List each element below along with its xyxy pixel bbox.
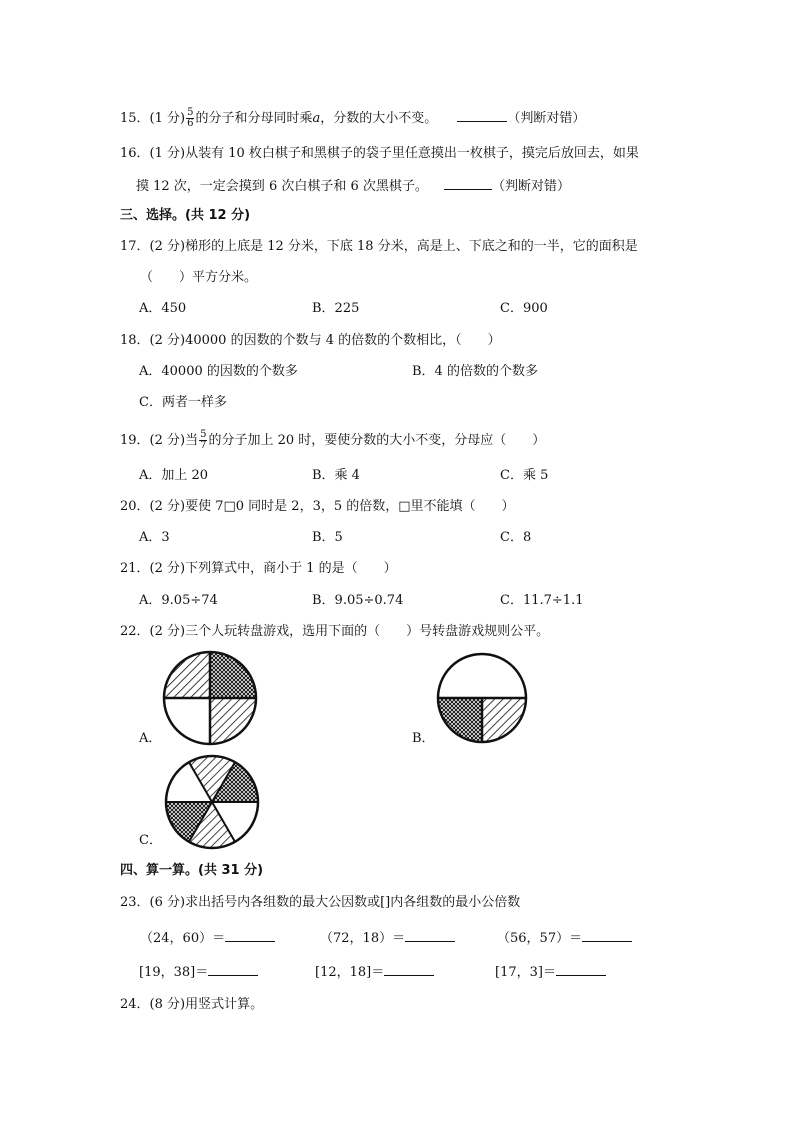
q18-line1: 18．(2 分)40000 的因数的个数与 4 的倍数的个数相比，（ ） [120, 333, 501, 348]
spinner-b-icon[interactable] [438, 654, 526, 742]
q17-option-b[interactable]: B．225 [312, 301, 360, 316]
q20-option-a[interactable]: A．3 [139, 530, 170, 545]
q20-option-b[interactable]: B．5 [312, 530, 343, 545]
q23-item-2: （72，18）＝ [320, 928, 455, 948]
q22-option-c[interactable]: C． [139, 833, 162, 848]
q21-option-c[interactable]: C．11.7÷1.1 [500, 593, 584, 608]
q17-line1: 17．(2 分)梯形的上底是 12 分米，下底 18 分米，高是上、下底之和的一半，它的面积是 [120, 239, 638, 254]
q23-blank-4[interactable] [208, 962, 258, 976]
q15-answer-blank[interactable] [457, 108, 507, 122]
q19-option-a[interactable]: A．加上 20 [139, 468, 209, 483]
q22-option-a[interactable]: A． [139, 731, 162, 746]
q17-option-a[interactable]: A．450 [139, 301, 187, 316]
q20-option-c[interactable]: C．8 [500, 530, 532, 545]
q22-line1: 22．(2 分)三个人玩转盘游戏，选用下面的（ ）号转盘游戏规则公平。 [120, 624, 550, 639]
q19-option-c[interactable]: C．乘 5 [500, 468, 549, 483]
q21-option-b[interactable]: B．9.05÷0.74 [312, 593, 404, 608]
q18-option-b[interactable]: B．4 的倍数的个数多 [412, 364, 538, 379]
q23-blank-5[interactable] [384, 962, 434, 976]
q15-prefix: 15．(1 分) [120, 111, 186, 126]
q18-option-c[interactable]: C．两者一样多 [139, 395, 227, 410]
q23-item-5: [12，18]＝ [315, 962, 434, 982]
section-4-heading: 四、算一算。(共 31 分) [120, 863, 264, 878]
q23-blank-2[interactable] [405, 928, 455, 942]
q23-item-3: （56，57）＝ [497, 928, 632, 948]
q23-blank-6[interactable] [556, 962, 606, 976]
q23-item-6: [17，3]＝ [495, 962, 606, 982]
section-3-heading: 三、选择。(共 12 分) [120, 208, 251, 223]
q15-fraction: $\frac{5}{6}$ [187, 107, 194, 129]
spinner-a-icon[interactable] [164, 652, 256, 744]
q15: 15．(1 分) $\frac{5}{6}$ 的分子和分母同时乘a，分数的大小不变。 （判断对错） [120, 107, 586, 129]
q18-option-a[interactable]: A．40000 的因数的个数多 [139, 364, 298, 379]
q17-option-c[interactable]: C．900 [500, 301, 548, 316]
q24-line1: 24．(8 分)用竖式计算。 [120, 997, 264, 1012]
q23-blank-1[interactable] [225, 928, 275, 942]
q16-line2: 摸 12 次，一定会摸到 6 次白棋子和 6 次黑棋子。 （判断对错） [136, 176, 570, 196]
q19-fraction: $\frac{5}{7}$ [200, 429, 207, 451]
q23-item-1: （24，60）＝ [140, 928, 275, 948]
q20-line1: 20．(2 分)要使 7□0 同时是 2，3，5 的倍数，□里不能填（ ） [120, 499, 515, 514]
q19-option-b[interactable]: B．乘 4 [312, 468, 360, 483]
q21-line1: 21．(2 分)下列算式中，商小于 1 的是（ ） [120, 561, 397, 576]
q17-line2: （ ）平方分米。 [140, 270, 258, 285]
spinner-c-icon[interactable] [166, 756, 258, 848]
q19: 19．(2 分)当 $\frac{5}{7}$ 的分子加上 20 时，要使分数的大小不变，分母应（ ） [120, 429, 546, 451]
q23-item-4: [19，38]＝ [139, 962, 258, 982]
q16-answer-blank[interactable] [444, 176, 492, 190]
q23-line1: 23．(6 分)求出括号内各组数的最大公因数或[]内各组数的最小公倍数 [120, 895, 521, 910]
spinner-figures [0, 650, 794, 850]
q23-blank-3[interactable] [582, 928, 632, 942]
q22-option-b[interactable]: B． [412, 731, 435, 746]
q16-line1: 16．(1 分)从装有 10 枚白棋子和黑棋子的袋子里任意摸出一枚棋子，摸完后放回去，如果 [120, 146, 639, 161]
q21-option-a[interactable]: A．9.05÷74 [139, 593, 218, 608]
